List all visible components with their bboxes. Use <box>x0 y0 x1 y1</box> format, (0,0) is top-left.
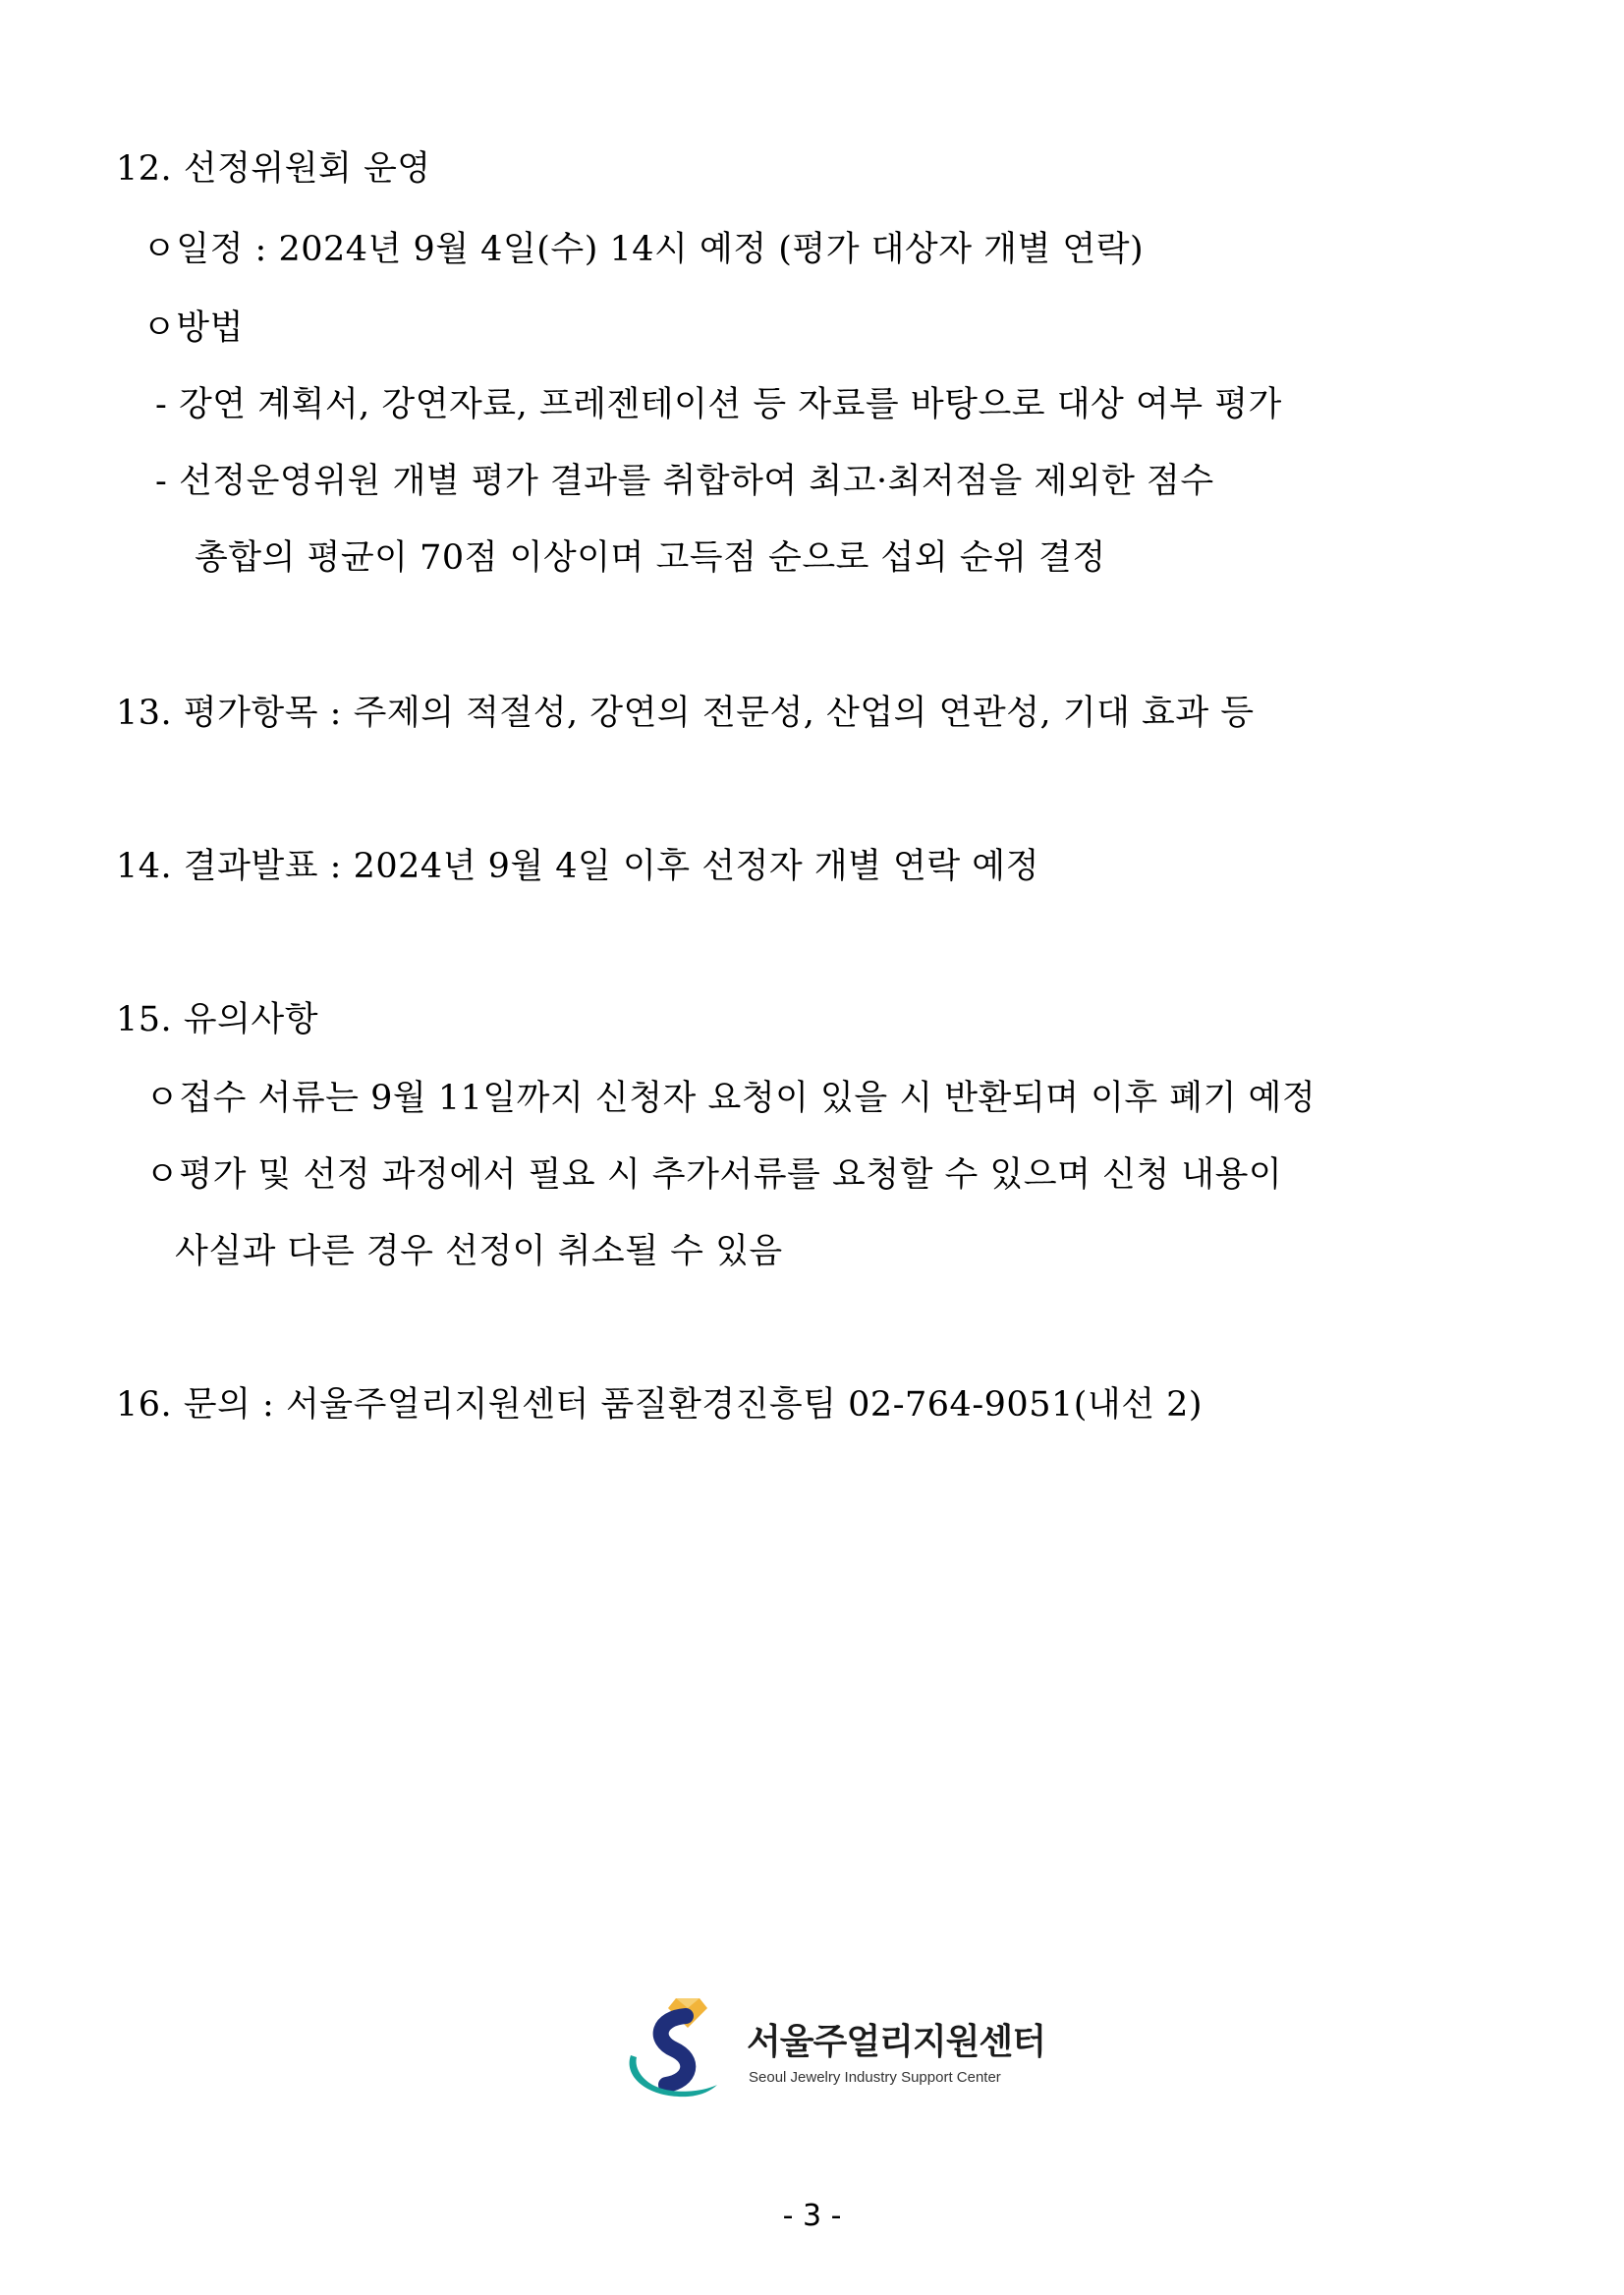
logo-name: 서울주얼리지원센터 <box>747 2022 1045 2062</box>
section-14: 14. 결과발표 : 2024년 9월 4일 이후 선정자 개별 연락 예정 <box>116 847 1039 886</box>
section-12-method-item-1: - 강연 계획서, 강연자료, 프레젠테이션 등 자료를 바탕으로 대상 여부 평가 <box>155 385 1282 424</box>
section-12-method-item-2: - 선정운영위원 개별 평가 결과를 취합하여 최고·최저점을 제외한 점수 <box>155 462 1214 501</box>
logo-emblem-icon <box>619 1994 737 2112</box>
section-15-heading: 15. 유의사항 <box>116 1000 319 1039</box>
logo-subtitle: Seoul Jewelry Industry Support Center <box>749 2069 1001 2086</box>
section-16: 16. 문의 : 서울주얼리지원센터 품질환경진흥팀 02-764-9051(내선 2) <box>116 1385 1204 1425</box>
section-12-heading: 12. 선정위원회 운영 <box>116 149 431 189</box>
section-13: 13. 평가항목 : 주제의 적절성, 강연의 전문성, 산업의 연관성, 기대 효과 등 <box>116 694 1255 733</box>
section-15-item-2-cont: 사실과 다른 경우 선정이 취소될 수 있음 <box>175 1232 783 1271</box>
section-12-method-item-2-cont: 총합의 평균이 70점 이상이며 고득점 순으로 섭외 순위 결정 <box>195 538 1106 578</box>
organization-logo <box>619 1994 1045 2112</box>
section-15-item-1: ㅇ접수 서류는 9월 11일까지 신청자 요청이 있을 시 반환되며 이후 폐기 예정 <box>145 1079 1316 1118</box>
section-12-method-label: ㅇ방법 <box>142 308 244 348</box>
section-12-schedule: ㅇ일정 : 2024년 9월 4일(수) 14시 예정 (평가 대상자 개별 연락) <box>142 230 1145 269</box>
page-number: - 3 - <box>782 2199 842 2233</box>
section-15-item-2: ㅇ평가 및 선정 과정에서 필요 시 추가서류를 요청할 수 있으며 신청 내용이 <box>145 1155 1283 1195</box>
